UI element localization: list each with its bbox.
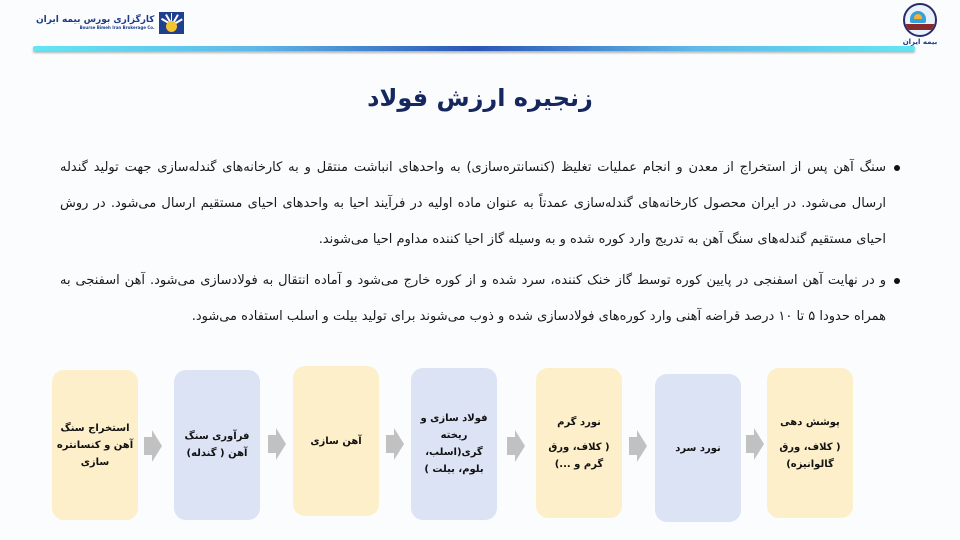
steel-value-chain-flow <box>52 366 862 526</box>
page-title: زنجیره ارزش فولاد <box>367 84 593 112</box>
bullet-dot-icon <box>894 165 900 171</box>
content-section-1 <box>60 150 900 258</box>
brokerage-logo-text <box>36 15 155 31</box>
brokerage-name-fa: کارگزاری بورس بیمه ایران <box>36 15 155 25</box>
flow-step-label: استخراج سنگ آهن و کنسانتره سازی <box>56 422 134 468</box>
bimeh-iran-emblem-icon <box>903 3 937 37</box>
bimeh-iran-logo <box>900 3 940 46</box>
bullet-text: و در نهایت آهن اسفنجی در پایین کوره توسط گاز خنک کننده، سرد شده و از کوره خارج می‌شود و آماده انتقال به فولادسازی می‌شود. آهن اسفنجی به همراه حدودا ۵ تا ۱۰ درصد قراضه آهنی وارد کوره‌های فولادسازی شده و ذوب می‌شوند برای تولید بیلت و اسلب استفاده می‌شود. <box>60 273 886 324</box>
flow-step-label: نورد گرم <box>557 416 601 428</box>
content-section-2 <box>60 263 900 335</box>
flow-step-label: فرآوری سنگ آهن ( گندله) <box>184 431 250 459</box>
bullet-text: سنگ آهن پس از استخراج از معدن و انجام عملیات تغلیظ (کنسانتره‌سازی) به واحدهای انباشت منتقل و به کارخانه‌های گندله‌سازی جهت تولید گندله ارسال می‌شود. در ایران محصول کارخانه‌های گندله‌سازی عمدتاً به عنوان ماده اولیه در فرآیند احیا به واحدهای احیای مستقیم ارسال می‌شود. در روش احیای مستقیم گندله‌های سنگ آهن به تدریج وارد کوره شده و به وسیله گاز احیا کننده مداوم احیا می‌شوند. <box>60 160 886 247</box>
flow-step-steelmaking <box>411 368 497 520</box>
brokerage-name-en: Bourse Bimeh Iran Brokerage Co. <box>79 25 155 30</box>
bullet-item <box>60 150 900 258</box>
flow-step-label: فولاد سازی و ریخته گری(اسلب، بلوم، بیلت ) <box>420 413 488 475</box>
flow-step-coating <box>767 368 853 518</box>
flow-step-sublabel: ( کلاف، ورق گالوانیزه) <box>779 441 841 470</box>
flow-step-ironmaking <box>293 366 379 516</box>
flow-step-sublabel: ( کلاف، ورق گرم و ...) <box>548 441 610 470</box>
brokerage-logo <box>36 12 184 34</box>
flow-step-extraction <box>52 370 138 520</box>
flow-step-label: پوشش دهی <box>780 416 840 428</box>
flow-step-label: آهن سازی <box>310 435 362 447</box>
bullet-dot-icon <box>894 278 900 284</box>
flow-step-hot-rolling <box>536 368 622 518</box>
flow-step-label: نورد سرد <box>675 442 721 454</box>
flow-step-cold-rolling <box>655 374 741 522</box>
bullet-item <box>60 263 900 335</box>
sunrise-logo-icon <box>159 12 184 34</box>
bimeh-iran-label: بیمه ایران <box>902 38 938 46</box>
header-divider <box>33 46 915 51</box>
flow-step-pelletizing <box>174 370 260 520</box>
